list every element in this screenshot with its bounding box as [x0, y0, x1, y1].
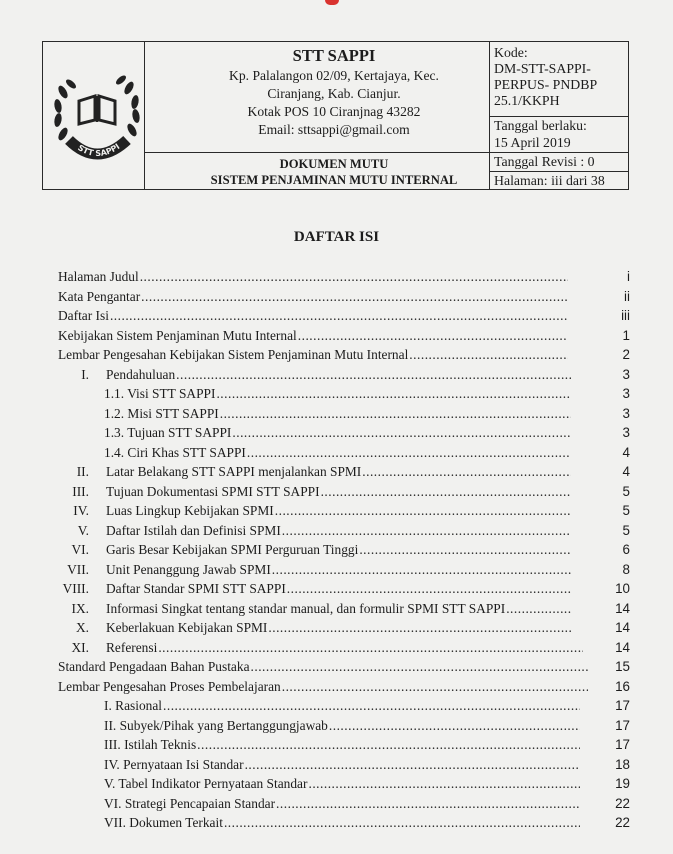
- red-mark: [325, 0, 339, 5]
- address-line: Ciranjang, Kab. Cianjur.: [267, 86, 401, 101]
- toc-page-number: 3: [622, 425, 630, 440]
- header-divider: [489, 116, 629, 117]
- toc-entry-label: Keberlakuan Kebijakan SPMI: [106, 620, 268, 635]
- toc-page-number: iii: [621, 308, 630, 323]
- toc-entry-number: III.: [72, 483, 89, 499]
- toc-page-number: 4: [622, 444, 630, 460]
- toc-entry[interactable]: [58, 306, 568, 325]
- toc-leader-dots: [163, 696, 580, 715]
- toc-entry[interactable]: [104, 735, 580, 754]
- toc-entry-label: Informasi Singkat tentang standar manual, dan formulir SPMI STT SAPPI: [106, 600, 506, 616]
- address-line: Kp. Palalangon 02/09, Kertajaya, Kec.: [229, 68, 439, 83]
- toc-leader-dots: [362, 462, 571, 481]
- toc-page-number: 22: [615, 815, 630, 830]
- svg-text:STT SAPPI: STT SAPPI: [76, 141, 122, 159]
- toc-entry-label: Lembar Pengesahan Kebijakan Sistem Penjaminan Mutu Internal: [58, 347, 409, 362]
- toc-entry-label: VI. Strategi Pencapaian Standar: [104, 795, 276, 811]
- toc-leader-dots: [251, 657, 588, 676]
- toc-entry-label: Daftar Istilah dan Definisi SPMI: [106, 522, 281, 538]
- toc-page-number: 3: [622, 405, 630, 421]
- toc-entry-label: 1.1. Visi STT SAPPI: [104, 386, 216, 401]
- toc-leader-dots: [308, 774, 580, 793]
- toc-entry[interactable]: [104, 716, 580, 735]
- tanggal-berlaku-label: Tanggal berlaku:: [494, 118, 587, 133]
- toc-entry-label: Lembar Pengesahan Proses Pembelajaran: [58, 678, 281, 694]
- toc-entry-label: Referensi: [106, 639, 158, 655]
- toc-entry-label: Unit Penanggung Jawab SPMI: [106, 561, 271, 577]
- toc-leader-dots: [110, 306, 568, 325]
- toc-entry[interactable]: [104, 696, 580, 715]
- institution-block: [179, 45, 489, 139]
- toc-page-number: 4: [622, 464, 630, 479]
- toc-leader-dots: [140, 267, 568, 286]
- toc-page-number: ii: [624, 288, 630, 304]
- toc-entry-label: Kata Pengantar: [58, 288, 141, 304]
- toc-leader-dots: [220, 404, 571, 423]
- toc-leader-dots: [282, 521, 571, 540]
- toc-page-number: 10: [615, 581, 630, 596]
- toc-page-number: 15: [615, 659, 630, 674]
- toc-entry-label: V. Tabel Indikator Pernyataan Standar: [104, 776, 308, 791]
- toc-entry-label: Halaman Judul: [58, 269, 139, 284]
- toc-entry[interactable]: [58, 267, 568, 286]
- toc-entry-number: VII.: [67, 561, 89, 577]
- toc-entry[interactable]: [58, 345, 568, 364]
- email-text: Email: sttsappi@gmail.com: [258, 122, 410, 137]
- document-title: SISTEM PENJAMINAN MUTU INTERNAL: [210, 173, 458, 187]
- toc-leader-dots: [275, 501, 571, 520]
- toc-page-number: 6: [622, 542, 630, 557]
- toc-page-number: 5: [622, 503, 630, 518]
- toc-entry-label: Garis Besar Kebijakan SPMI Perguruan Tinggi: [106, 542, 359, 557]
- toc-leader-dots: [409, 345, 568, 364]
- toc-leader-dots: [298, 326, 568, 345]
- toc-leader-dots: [197, 735, 580, 754]
- toc-leader-dots: [247, 443, 571, 462]
- toc-entry[interactable]: [56, 540, 571, 559]
- tanggal-berlaku-block: [494, 118, 627, 151]
- toc-page-number: 5: [622, 522, 630, 538]
- toc-entry[interactable]: [104, 755, 580, 774]
- toc-page-number: 5: [622, 483, 630, 499]
- toc-page-number: 2: [622, 347, 630, 362]
- toc-entry[interactable]: [56, 579, 571, 598]
- toc-page-number: 18: [615, 756, 630, 772]
- toc-entry[interactable]: [104, 423, 571, 442]
- toc-entry-number: IX.: [71, 600, 89, 616]
- toc-entry-number: IV.: [73, 503, 89, 518]
- toc-entry[interactable]: [56, 501, 571, 520]
- toc-entry[interactable]: [104, 813, 580, 832]
- toc-leader-dots: [245, 755, 580, 774]
- toc-leader-dots: [232, 423, 571, 442]
- toc-entry-number: II.: [76, 464, 89, 479]
- tanggal-revisi: Tanggal Revisi : 0: [494, 154, 595, 169]
- toc-page-number: 17: [615, 698, 630, 713]
- toc-entry-number: I.: [81, 366, 89, 382]
- toc-page-number: 3: [622, 386, 630, 401]
- toc-entry[interactable]: [56, 365, 571, 384]
- tanggal-berlaku-value: 15 April 2019: [494, 134, 571, 150]
- address-line: Kotak POS 10 Ciranjnag 43282: [247, 104, 421, 119]
- toc-leader-dots: [506, 599, 571, 618]
- toc-leader-dots: [268, 618, 571, 637]
- toc-page-number: 16: [615, 678, 630, 694]
- toc-entry-label: Latar Belakang STT SAPPI menjalankan SPMI: [106, 464, 362, 479]
- toc-leader-dots: [359, 540, 571, 559]
- kode-value: 25.1/KKPH: [494, 93, 560, 108]
- toc-entry-label: II. Subyek/Pihak yang Bertanggungjawab: [104, 717, 328, 733]
- toc-leader-dots: [224, 813, 580, 832]
- toc-page-number: 19: [615, 776, 630, 791]
- toc-entry-label: 1.2. Misi STT SAPPI: [104, 405, 219, 421]
- toc-leader-dots: [321, 482, 571, 501]
- toc-entry-label: Daftar Standar SPMI STT SAPPI: [106, 581, 286, 596]
- toc-entry[interactable]: [56, 521, 571, 540]
- toc-page-number: 14: [615, 639, 630, 655]
- toc-entry-number: V.: [77, 522, 89, 538]
- toc-entry-label: III. Istilah Teknis: [104, 737, 197, 752]
- toc-entry-number: VI.: [71, 542, 89, 557]
- toc-leader-dots: [287, 579, 571, 598]
- toc-entry[interactable]: [56, 638, 583, 657]
- toc-entry-label: Luas Lingkup Kebijakan SPMI: [106, 503, 274, 518]
- toc-entry[interactable]: [56, 482, 571, 501]
- toc-entry-label: IV. Pernyataan Isi Standar: [104, 756, 244, 772]
- toc-entry-label: 1.3. Tujuan STT SAPPI: [104, 425, 232, 440]
- kode-label: Kode:: [494, 45, 528, 60]
- toc-page-number: 1: [622, 327, 630, 343]
- kode-value: DM-STT-SAPPI-: [494, 61, 591, 76]
- institution-logo: [49, 56, 145, 178]
- toc-entry[interactable]: [58, 657, 588, 676]
- toc-entry[interactable]: [58, 287, 568, 306]
- toc-leader-dots: [176, 365, 571, 384]
- toc-entry-label: Standard Pengadaan Bahan Pustaka: [58, 659, 250, 674]
- toc-entry-number: X.: [75, 620, 89, 635]
- kode-block: [494, 45, 627, 109]
- toc-leader-dots: [276, 794, 580, 813]
- halaman-info: Halaman: iii dari 38: [494, 173, 605, 188]
- toc-entry-label: I. Rasional: [104, 698, 163, 713]
- toc-entry[interactable]: [58, 326, 568, 345]
- toc-leader-dots: [282, 677, 588, 696]
- toc-entry[interactable]: [104, 794, 580, 813]
- document-type: DOKUMEN MUTU: [279, 157, 389, 171]
- toc-entry-label: 1.4. Ciri Khas STT SAPPI: [104, 444, 246, 460]
- toc-entry[interactable]: [56, 462, 571, 481]
- toc-page-number: 3: [622, 366, 630, 382]
- toc-page-number: 14: [615, 620, 630, 635]
- toc-entry[interactable]: [56, 618, 571, 637]
- toc-entry-label: Kebijakan Sistem Penjaminan Mutu Internal: [58, 327, 297, 343]
- toc-entry[interactable]: [104, 404, 571, 423]
- toc-leader-dots: [158, 638, 583, 657]
- toc-entry[interactable]: [58, 677, 588, 696]
- header-divider: [489, 152, 629, 153]
- toc-entry-label: Daftar Isi: [58, 308, 109, 323]
- toc-page-number: 22: [615, 795, 630, 811]
- toc-leader-dots: [216, 384, 571, 403]
- toc-entry-number: VIII.: [62, 581, 89, 596]
- toc-leader-dots: [141, 287, 568, 306]
- toc-title: DAFTAR ISI: [293, 229, 380, 245]
- toc-page-number: 14: [615, 600, 630, 616]
- toc-entry-number: XI.: [71, 639, 89, 655]
- document-type-block: [179, 156, 489, 188]
- toc-entry-label: VII. Dokumen Terkait: [104, 815, 223, 830]
- toc-page-number: 8: [622, 561, 630, 577]
- toc-entry[interactable]: [56, 560, 571, 579]
- toc-entry-label: Tujuan Dokumentasi SPMI STT SAPPI: [106, 483, 320, 499]
- toc-leader-dots: [272, 560, 571, 579]
- institution-name: STT SAPPI: [292, 46, 376, 65]
- toc-page-number: 17: [615, 717, 630, 733]
- toc-entry[interactable]: [56, 599, 571, 618]
- toc-entry[interactable]: [104, 443, 571, 462]
- toc-leader-dots: [329, 716, 580, 735]
- kode-value: PERPUS- PNDBP: [494, 77, 598, 92]
- header-divider: [144, 152, 489, 153]
- toc-entry[interactable]: [104, 774, 580, 793]
- toc-entry-label: Pendahuluan: [106, 366, 176, 382]
- toc-page-number: 17: [615, 737, 630, 752]
- header-divider: [489, 171, 629, 172]
- toc-entry[interactable]: [104, 384, 571, 403]
- toc-page-number: i: [627, 269, 630, 284]
- document-header: [42, 41, 629, 190]
